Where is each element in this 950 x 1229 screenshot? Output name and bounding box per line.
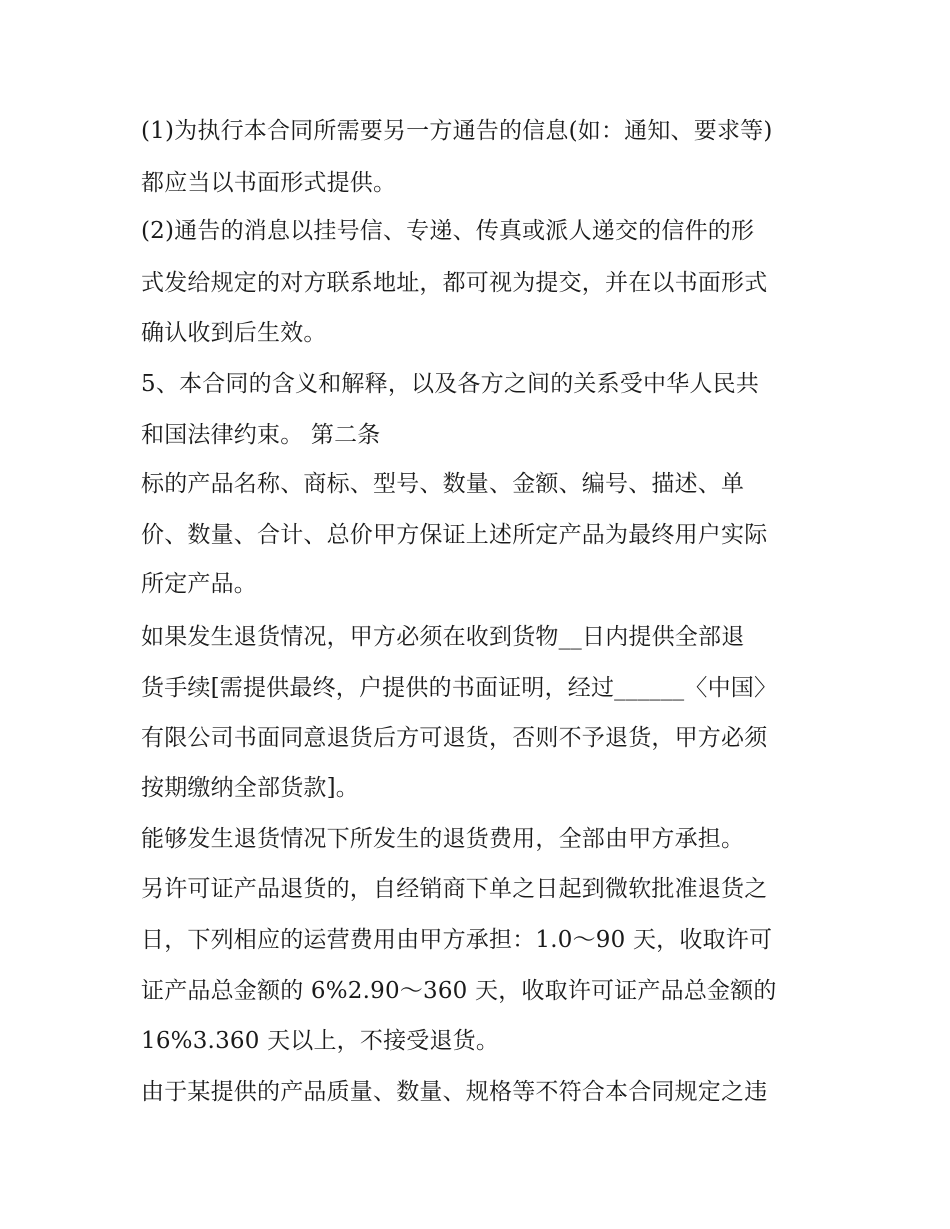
text-line: 都应当以书面形式提供。 xyxy=(141,170,397,196)
text-line: 日，下列相应的运营费用由甲方承担：1.0～90 天，收取许可 xyxy=(141,927,773,953)
text-line: (2)通告的消息以挂号信、专递、传真或派人递交的信件的形 xyxy=(141,218,755,244)
text-line: 有限公司书面同意退货后方可退货，否则不予退货，甲方必须 xyxy=(141,725,768,751)
text-line: 价、数量、合计、总价甲方保证上述所定产品为最终用户实际 xyxy=(141,522,768,548)
text-line: 如果发生退货情况，甲方必须在收到货物__日内提供全部退 xyxy=(141,624,745,650)
text-line: 证产品总金额的 6%2.90～360 天，收取许可证产品总金额的 xyxy=(141,978,777,1004)
text-line: (1)为执行本合同所需要另一方通告的信息(如：通知、要求等) xyxy=(141,118,773,144)
text-line: 和国法律约束。 第二条 xyxy=(141,422,381,448)
text-line: 5、本合同的含义和解释，以及各方之间的关系受中华人民共 xyxy=(141,371,760,397)
text-line: 16%3.360 天以上，不接受退货。 xyxy=(141,1028,500,1054)
text-line: 所定产品。 xyxy=(141,571,257,597)
text-line: 按期缴纳全部货款]。 xyxy=(141,775,359,801)
text-line: 标的产品名称、商标、型号、数量、金额、编号、描述、单 xyxy=(141,471,745,497)
text-line: 式发给规定的对方联系地址，都可视为提交，并在以书面形式 xyxy=(141,270,768,296)
text-line: 确认收到后生效。 xyxy=(141,320,327,346)
text-line: 另许可证产品退货的，自经销商下单之日起到微软批准退货之 xyxy=(141,876,768,902)
text-line: 由于某提供的产品质量、数量、规格等不符合本合同规定之违 xyxy=(141,1079,768,1105)
text-line: 货手续[需提供最终，户提供的书面证明，经过______〈中国〉 xyxy=(141,675,778,701)
text-line: 能够发生退货情况下所发生的退货费用，全部由甲方承担。 xyxy=(141,826,745,852)
